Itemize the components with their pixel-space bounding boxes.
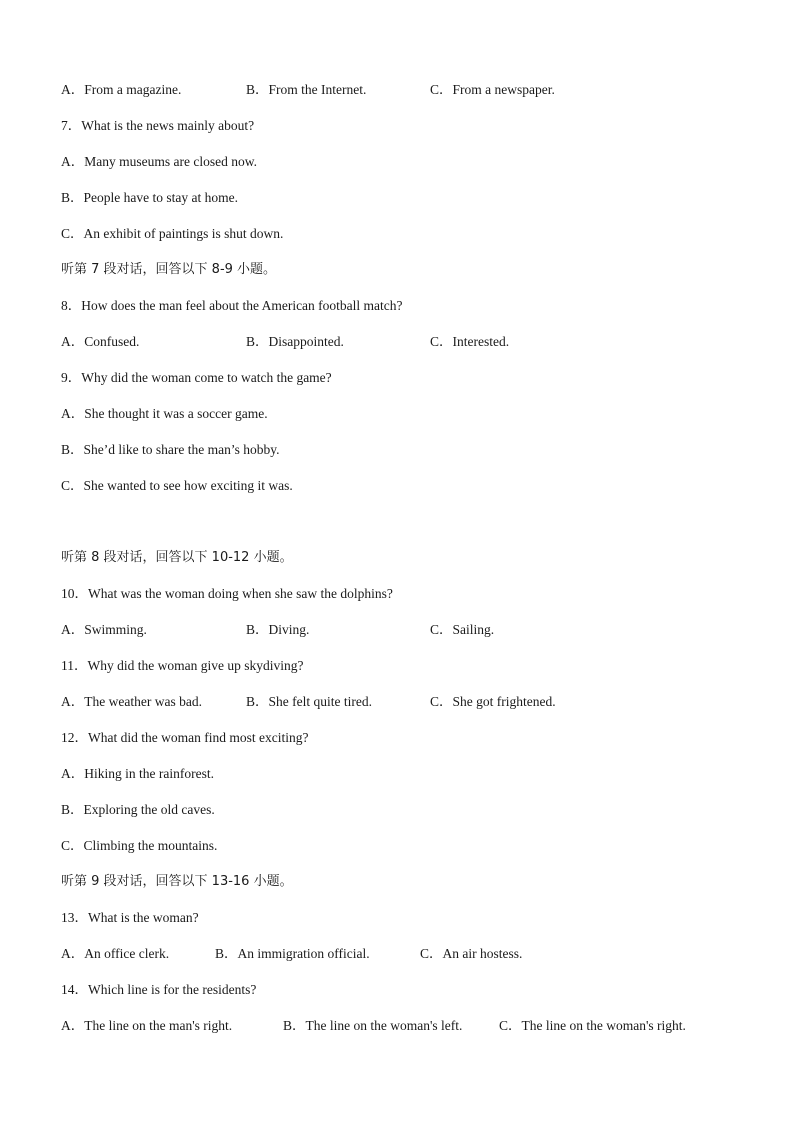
q8-option-b: B．Disappointed.	[246, 334, 344, 349]
q12-question: 12．What did the woman find most exciting?	[61, 730, 309, 745]
q7-option-a: A．Many museums are closed now.	[61, 154, 257, 169]
q14-question: 14．Which line is for the residents?	[61, 982, 257, 997]
q14-option-b: B．The line on the woman's left.	[283, 1018, 463, 1033]
q10-option-b: B．Diving.	[246, 622, 310, 637]
q12-option-c: C．Climbing the mountains.	[61, 838, 218, 853]
q14-option-c: C．The line on the woman's right.	[499, 1018, 686, 1033]
q10-question: 10．What was the woman doing when she saw the dolphins?	[61, 586, 393, 601]
q13-question: 13．What is the woman?	[61, 910, 199, 925]
q9-question: 9．Why did the woman come to watch the game?	[61, 370, 332, 385]
q11-option-c: C．She got frightened.	[430, 694, 556, 709]
q7-option-b: B．People have to stay at home.	[61, 190, 238, 205]
q11-option-b: B．She felt quite tired.	[246, 694, 372, 709]
q13-option-c: C．An air hostess.	[420, 946, 523, 961]
q14-option-a: A．The line on the man's right.	[61, 1018, 233, 1033]
q8-option-a: A．Confused.	[61, 334, 140, 349]
q11-question: 11．Why did the woman give up skydiving?	[61, 658, 304, 673]
q10-option-c: C．Sailing.	[430, 622, 495, 637]
q12-option-a: A．Hiking in the rainforest.	[61, 766, 214, 781]
q6-option-b: B．From the Internet.	[246, 82, 367, 97]
section-7-heading: 听第 7 段对话，回答以下 8-9 小题。	[61, 262, 277, 277]
q7-question: 7．What is the news mainly about?	[61, 118, 255, 133]
q9-option-c: C．She wanted to see how exciting it was.	[61, 478, 293, 493]
q9-option-a: A．She thought it was a soccer game.	[61, 406, 268, 421]
q9-option-b: B．She’d like to share the man’s hobby.	[61, 442, 280, 457]
q8-question: 8．How does the man feel about the American football match?	[61, 298, 403, 313]
q11-option-a: A．The weather was bad.	[61, 694, 202, 709]
q12-option-b: B．Exploring the old caves.	[61, 802, 215, 817]
q10-option-a: A．Swimming.	[61, 622, 147, 637]
section-9-heading: 听第 9 段对话，回答以下 13-16 小题。	[61, 874, 293, 889]
q7-option-c: C．An exhibit of paintings is shut down.	[61, 226, 284, 241]
q8-option-c: C．Interested.	[430, 334, 510, 349]
q13-option-a: A．An office clerk.	[61, 946, 170, 961]
q6-option-a: A．From a magazine.	[61, 82, 182, 97]
q13-option-b: B．An immigration official.	[215, 946, 370, 961]
section-8-heading: 听第 8 段对话，回答以下 10-12 小题。	[61, 550, 293, 565]
q6-option-c: C．From a newspaper.	[430, 82, 555, 97]
